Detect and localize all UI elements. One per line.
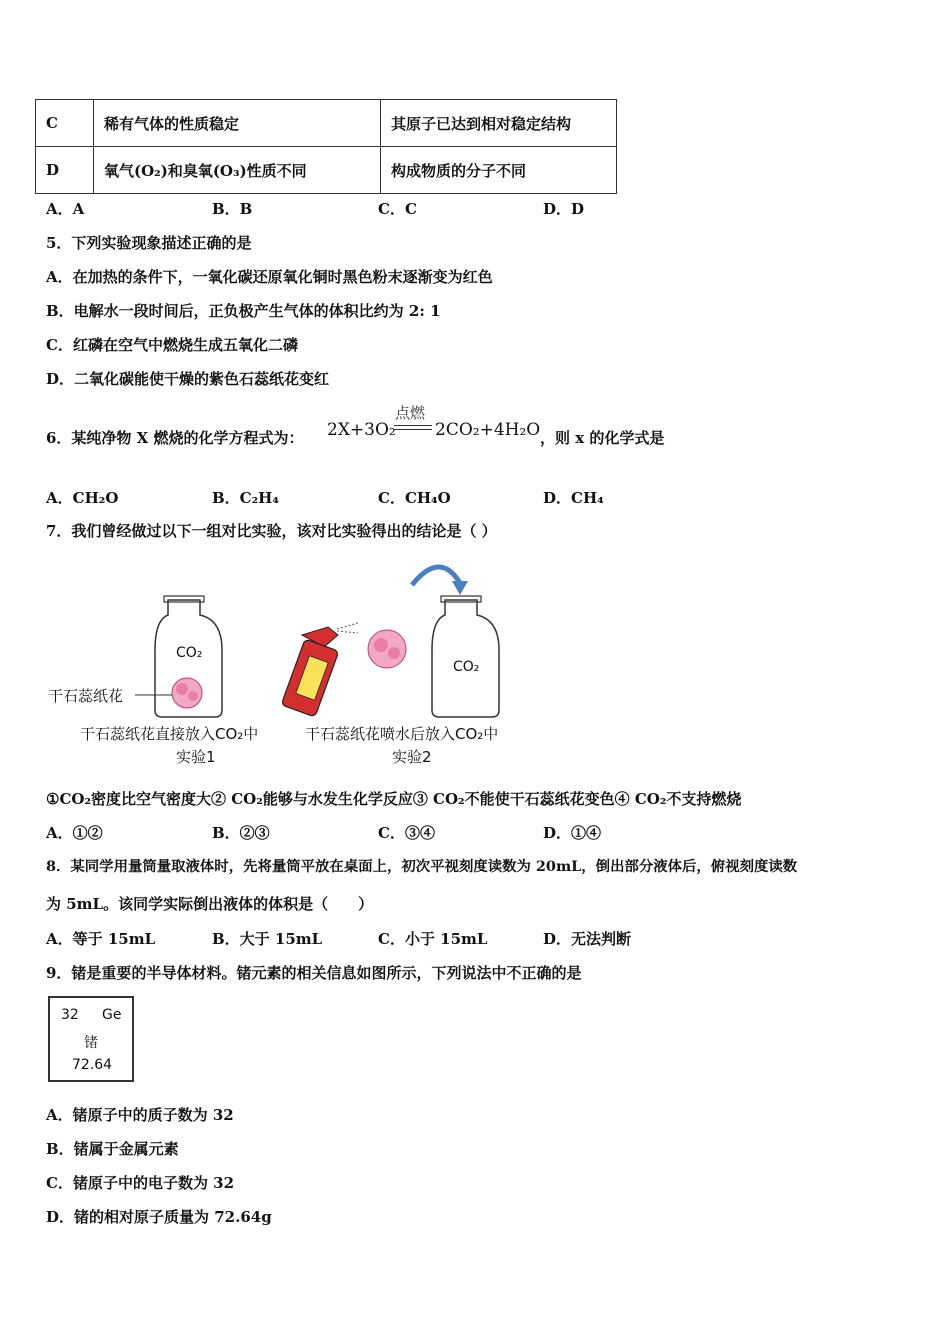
exp1-name: 实验1 — [176, 748, 216, 766]
table-cell-fact: 氧气(O₂)和臭氧(O₃)性质不同 — [94, 147, 381, 194]
q4-option-b: B．B — [212, 200, 253, 218]
q9-option-d: D．锗的相对原子质量为 72.64g — [46, 1208, 272, 1226]
q5-option-c: C．红磷在空气中燃烧生成五氧化二磷 — [46, 336, 298, 354]
q9-stem: 9．锗是重要的半导体材料。锗元素的相关信息如图所示，下列说法中不正确的是 — [46, 964, 582, 982]
q9-option-c: C．锗原子中的电子数为 32 — [46, 1174, 235, 1192]
comparison-table — [35, 99, 617, 194]
table-cell-key: C — [36, 100, 94, 147]
q8-option-a: A．等于 15mL — [46, 930, 156, 948]
q5-option-a: A．在加热的条件下，一氧化碳还原氧化铜时黑色粉末逐渐变为红色 — [46, 268, 493, 286]
q6-stem-end: ，则 x 的化学式是 — [540, 429, 665, 447]
bottle-2-label: CO₂ — [453, 659, 480, 675]
q8-option-b: B．大于 15mL — [212, 930, 323, 948]
q6-option-a: A．CH₂O — [46, 489, 119, 507]
experiment-figure — [40, 555, 560, 774]
element-name: 锗 — [84, 1035, 98, 1051]
q6-equation — [327, 402, 547, 448]
arrow-head-icon — [452, 581, 468, 595]
q8-option-c: C．小于 15mL — [378, 930, 488, 948]
q6-option-b: B．C₂H₄ — [212, 489, 279, 507]
equation-condition: 点燃 — [395, 404, 426, 422]
element-mass: 72.64 — [72, 1057, 113, 1073]
q8-option-d: D．无法判断 — [543, 930, 632, 948]
q7-option-d: D．①④ — [543, 824, 602, 842]
table-row — [36, 100, 617, 147]
q8-stem-line1: 8．某同学用量筒量取液体时，先将量筒平放在桌面上，初次平视刻度读数为 20mL，倒出部分液体后，俯视刻度读数 — [46, 858, 798, 875]
flower-label: 干石蕊纸花 — [48, 687, 124, 705]
equation-line-bottom — [394, 429, 432, 430]
equation-line-top — [394, 425, 432, 426]
q5-option-b: B．电解水一段时间后，正负极产生气体的体积比约为 2: 1 — [46, 302, 441, 320]
table-cell-fact: 稀有气体的性质稳定 — [94, 100, 381, 147]
q7-option-b: B．②③ — [212, 824, 270, 842]
table-cell-explanation: 构成物质的分子不同 — [381, 147, 617, 194]
q5-option-d: D．二氧化碳能使干燥的紫色石蕊纸花变红 — [46, 370, 330, 388]
q6-option-d: D．CH₄ — [543, 489, 604, 507]
bottle-1-label: CO₂ — [176, 645, 203, 661]
q4-option-a: A．A — [46, 200, 85, 218]
table-cell-explanation: 其原子已达到相对稳定结构 — [381, 100, 617, 147]
exp1-caption: 干石蕊纸花直接放入CO₂中 — [80, 725, 259, 743]
element-card — [48, 996, 134, 1082]
q7-statements: ①CO₂密度比空气密度大② CO₂能够与水发生化学反应③ CO₂不能使干石蕊纸花变色④ CO₂不支持燃烧 — [46, 790, 742, 808]
q5-stem: 5．下列实验现象描述正确的是 — [46, 234, 252, 252]
exp2-name: 实验2 — [392, 748, 432, 766]
q6-option-c: C．CH₄O — [378, 489, 451, 507]
q8-stem-line2: 为 5mL。该同学实际倒出液体的体积是（ ） — [46, 895, 374, 913]
q9-option-a: A．锗原子中的质子数为 32 — [46, 1106, 234, 1124]
q7-stem: 7．我们曾经做过以下一组对比实验，该对比实验得出的结论是（ ） — [46, 522, 497, 540]
exp2-caption: 干石蕊纸花喷水后放入CO₂中 — [305, 725, 499, 743]
element-number: 32 — [61, 1007, 79, 1023]
q6-stem: 6．某纯净物 X 燃烧的化学方程式为： — [46, 429, 304, 447]
q7-option-a: A．①② — [46, 824, 103, 842]
q7-option-c: C．③④ — [378, 824, 435, 842]
element-symbol: Ge — [102, 1007, 122, 1023]
equation-left: 2X+3O₂ — [327, 420, 396, 440]
q4-option-c: C．C — [378, 200, 417, 218]
table-cell-key: D — [36, 147, 94, 194]
bottle-2 — [432, 596, 499, 717]
q9-option-b: B．锗属于金属元素 — [46, 1140, 179, 1158]
equation-right: 2CO₂+4H₂O — [435, 420, 541, 440]
spray-bottle — [281, 623, 406, 717]
table-row — [36, 147, 617, 194]
q4-option-d: D．D — [543, 200, 585, 218]
